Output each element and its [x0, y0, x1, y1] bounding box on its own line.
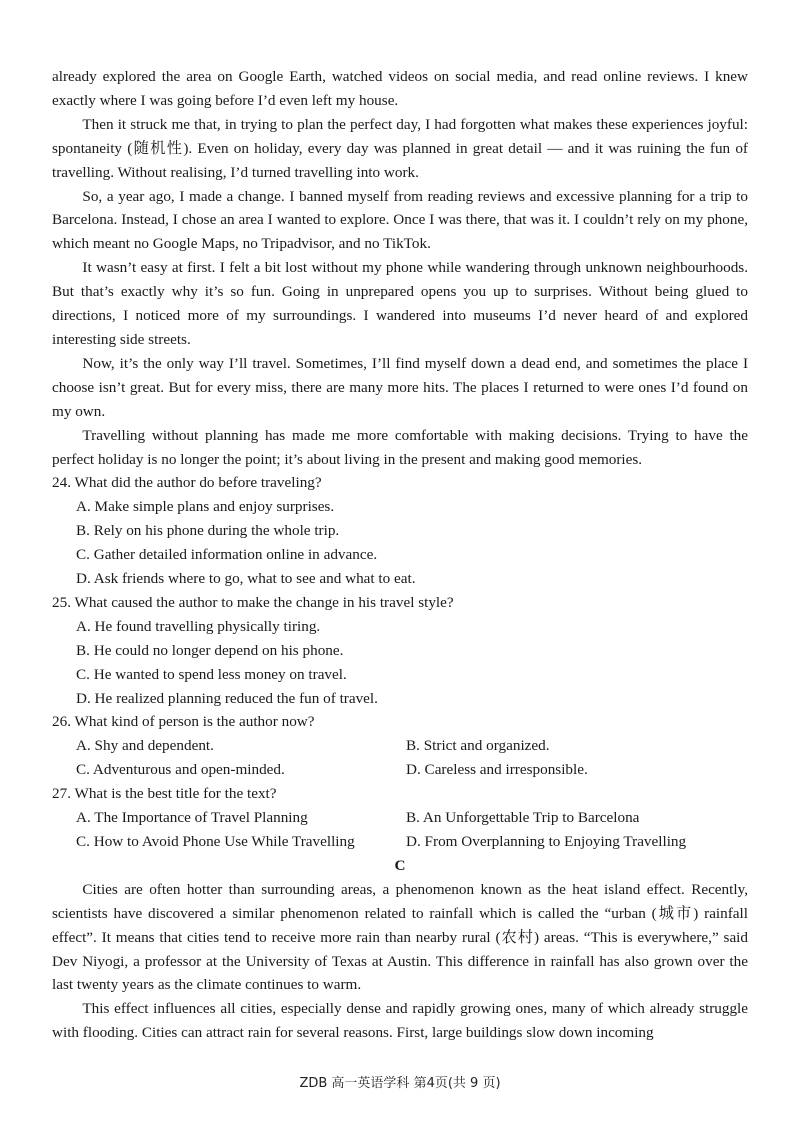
- option-b: B. Strict and organized.: [406, 737, 550, 755]
- section-heading: C: [394, 856, 406, 874]
- question-stem: 27. What is the best title for the text?: [52, 785, 277, 803]
- passage-paragraph: Cities are often hotter than surrounding areas, a phenomenon known as the heat island effect. Recently, scientists have discovered a similar phenomenon related to rainfall which is called the “urban (城市) rainfall effect”. It means that cities tend to receive more rain than nearby rural (农村) areas. “This is everywhere,” said Dev Niyogi, a professor at the University of Texas at Austin. This difference in rainfall has also grown over the last twenty years as the climate continues to warm.: [52, 880, 748, 994]
- option-a: A. Make simple plans and enjoy surprises.: [76, 498, 335, 516]
- passage-paragraph: already explored the area on Google Earth, watched videos on social media, and read online reviews. I knew exactly where I was going before I’d even left my house.: [52, 68, 748, 109]
- option-row: [76, 758, 748, 782]
- option-d: D. He realized planning reduced the fun of travel.: [76, 689, 378, 707]
- question-24: [52, 471, 748, 591]
- question-stem: 25. What caused the author to make the change in his travel style?: [52, 593, 454, 611]
- option-a: A. The Importance of Travel Planning: [76, 809, 308, 827]
- passage-paragraph: Travelling without planning has made me more comfortable with making decisions. Trying to have the perfect holiday is no longer the point; it’s about living in the present and making good memories.: [52, 426, 748, 468]
- option-b: B. He could no longer depend on his phone.: [76, 641, 344, 659]
- option-b: B. Rely on his phone during the whole trip.: [76, 522, 340, 540]
- option-a: A. Shy and dependent.: [76, 737, 214, 755]
- passage-paragraph: This effect influences all cities, especially dense and rapidly growing ones, many of which already struggle with flooding. Cities can attract rain for several reasons. First, large buildings slow down incoming: [52, 1000, 748, 1042]
- option-row: [76, 830, 748, 854]
- option-row: [76, 734, 748, 758]
- passage-paragraph: It wasn’t easy at first. I felt a bit lost without my phone while wandering through unknown neighbourhoods. But that’s exactly why it’s so fun. Going in unprepared opens you up to surprises. Without being glued to directions, I noticed more of my surroundings. I wandered into museums I’d never heard of and explored interesting side streets.: [52, 259, 748, 348]
- exam-page: [52, 65, 748, 1045]
- passage-paragraph: So, a year ago, I made a change. I banned myself from reading reviews and excessive planning for a trip to Barcelona. Instead, I chose an area I wanted to explore. Once I was there, that was it. I couldn’t rely on my phone, which meant no Google Maps, no Tripadvisor, and no TikTok.: [52, 187, 748, 253]
- question-stem: 24. What did the author do before traveling?: [52, 474, 322, 492]
- question-25: [52, 591, 748, 711]
- question-27: [52, 782, 748, 854]
- option-c: C. Adventurous and open-minded.: [76, 761, 285, 779]
- passage-paragraph: Now, it’s the only way I’ll travel. Sometimes, I’ll find myself down a dead end, and sometimes the place I choose isn’t great. But for every miss, there are many more hits. The places I returned to were ones I’d found on my own.: [52, 354, 748, 420]
- option-c: C. Gather detailed information online in advance.: [76, 546, 378, 564]
- option-c: C. He wanted to spend less money on travel.: [76, 665, 347, 683]
- option-d: D. From Overplanning to Enjoying Travelling: [406, 833, 687, 850]
- option-d: D. Careless and irresponsible.: [406, 761, 588, 779]
- option-row: [76, 806, 748, 830]
- question-stem: 26. What kind of person is the author now?: [52, 713, 315, 731]
- option-d: D. Ask friends where to go, what to see and what to eat.: [76, 570, 416, 588]
- page-footer: ZDB 高一英语学科 第4页(共 9 页): [299, 1076, 501, 1091]
- passage-paragraph: Then it struck me that, in trying to plan the perfect day, I had forgotten what makes these experiences joyful: spontaneity (随机性). Even on holiday, every day was planned in great detail — and it was ruining the fun of travelling. Without realising, I’d turned travelling into work.: [52, 115, 748, 181]
- question-26: [52, 710, 748, 782]
- option-a: A. He found travelling physically tiring.: [76, 617, 321, 635]
- option-c: C. How to Avoid Phone Use While Travelling: [76, 833, 355, 850]
- option-b: B. An Unforgettable Trip to Barcelona: [406, 809, 640, 827]
